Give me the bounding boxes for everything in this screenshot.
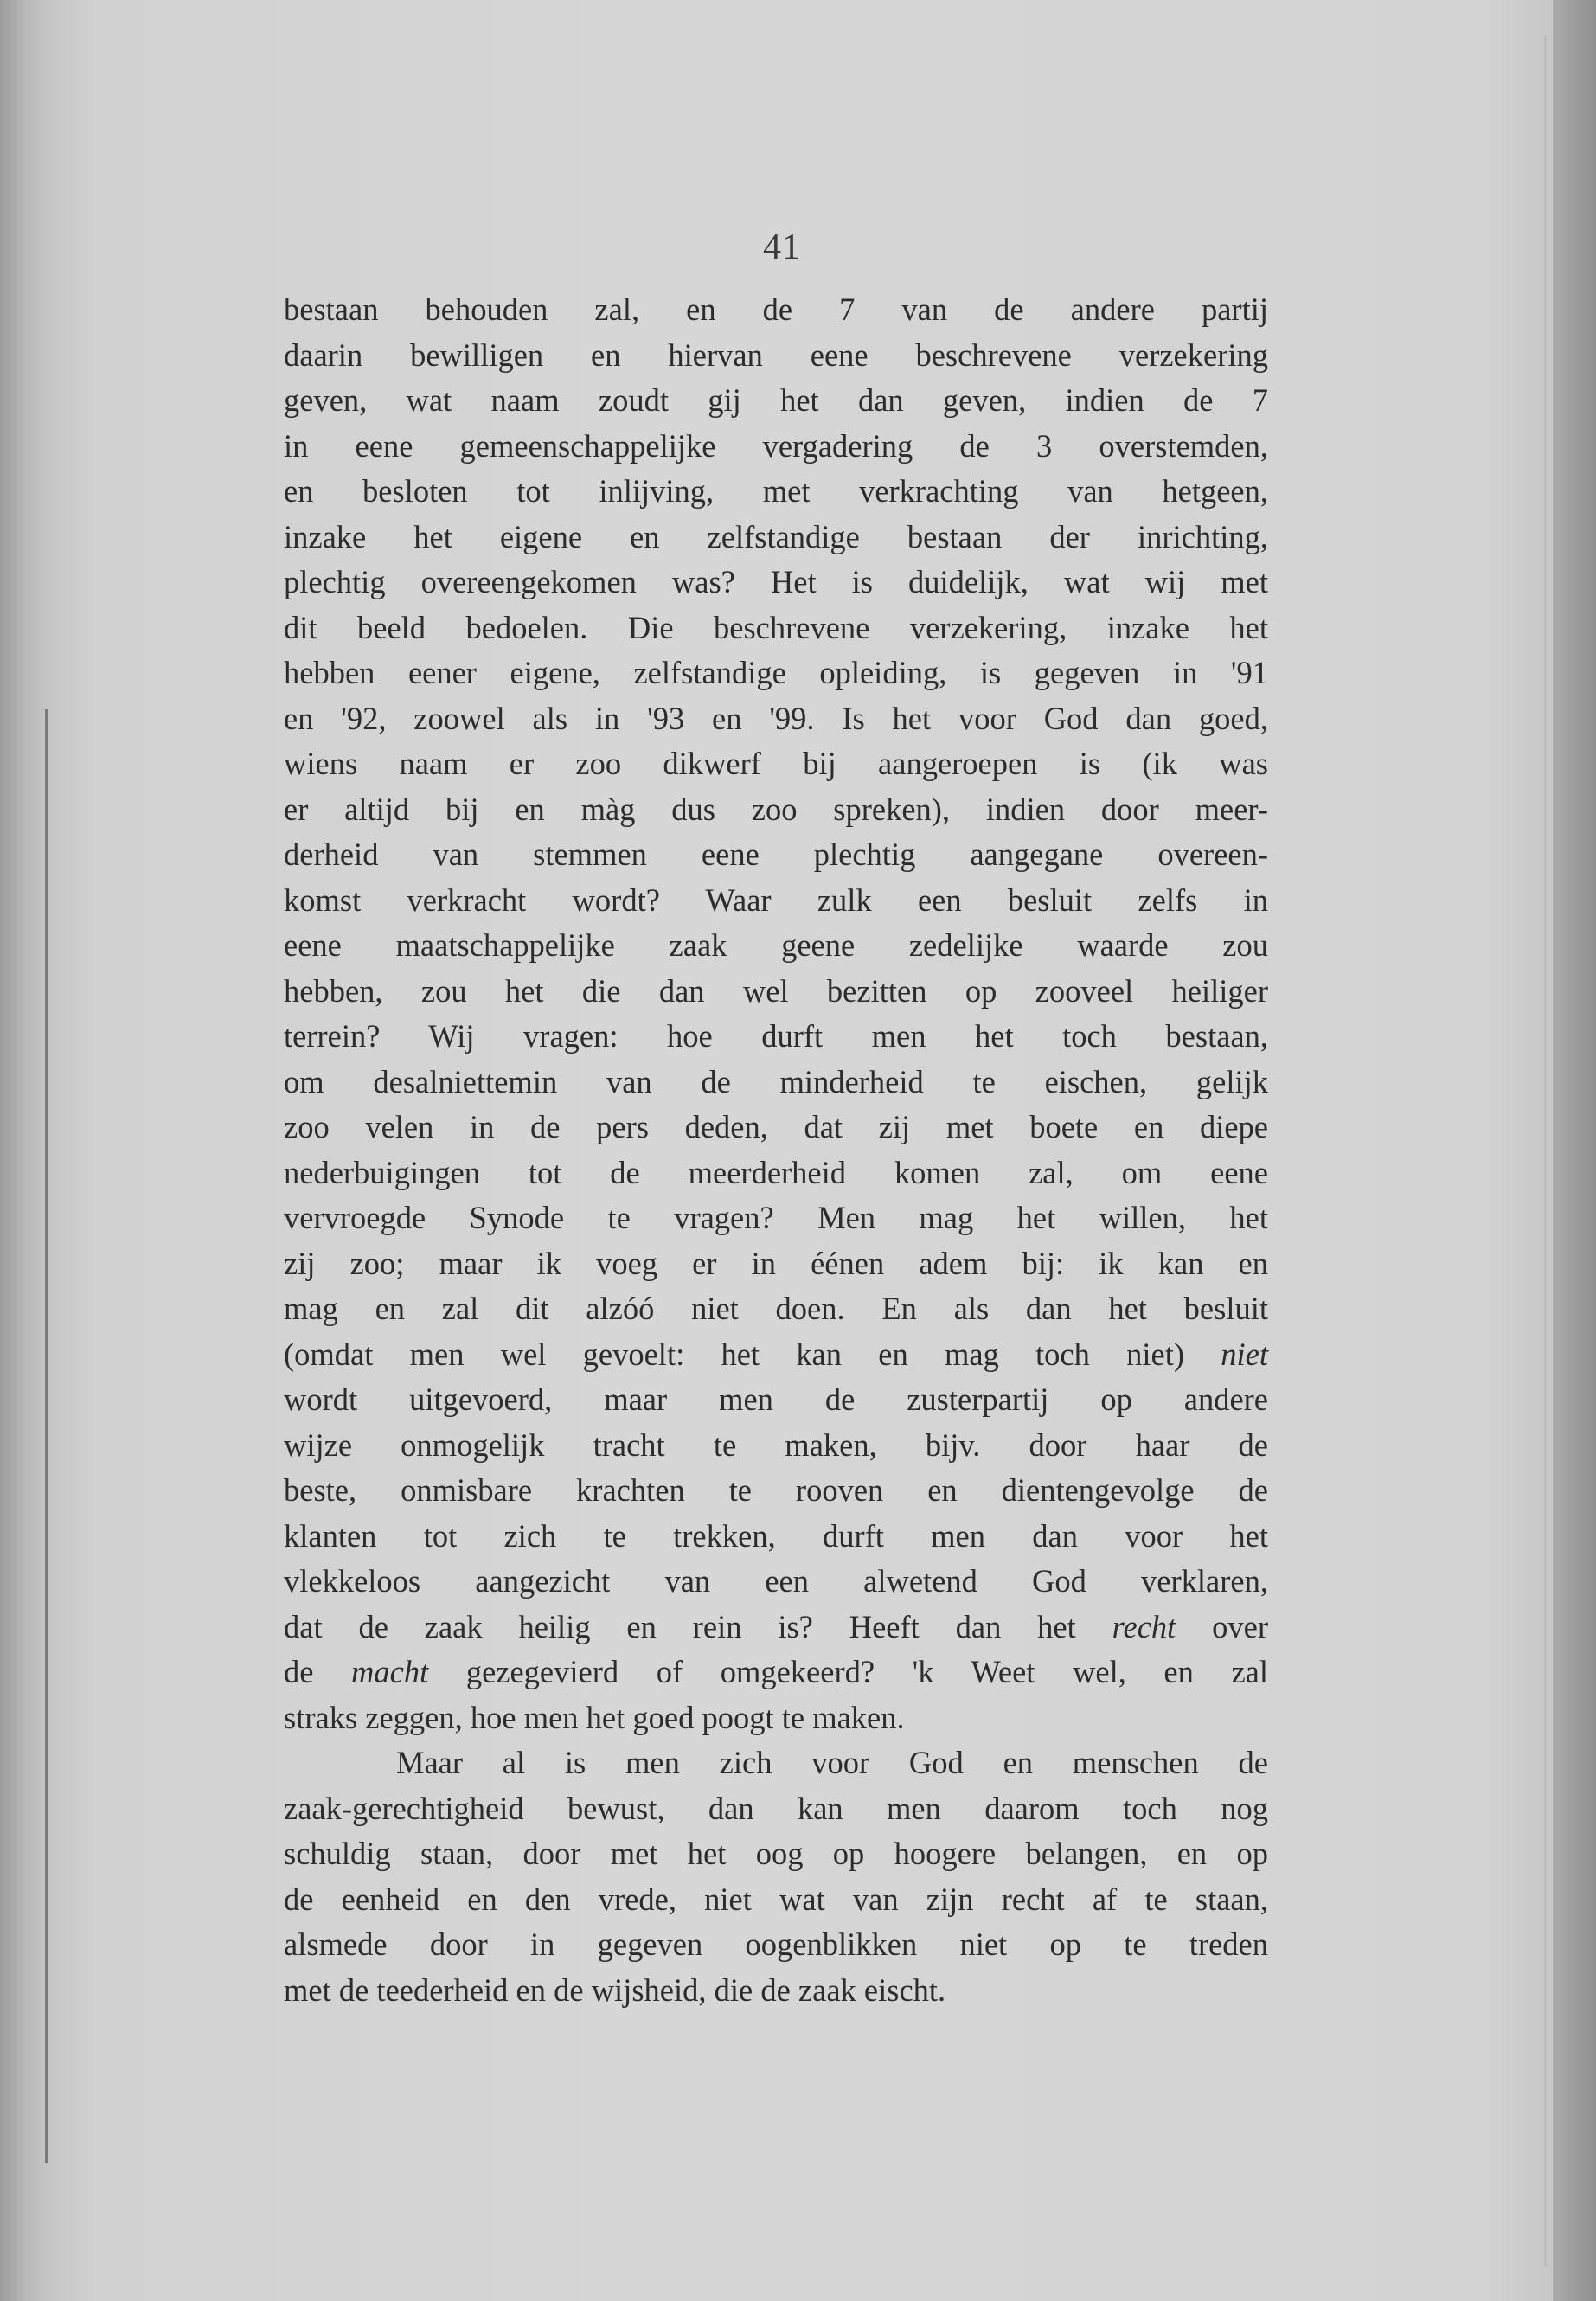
- text-line: hebben eener eigene, zelfstandige opleiding, is gegeven in '91: [284, 655, 1268, 690]
- italic-word: recht: [1112, 1608, 1176, 1644]
- page-edge-shadow: [45, 709, 48, 2163]
- paragraph-end-line: straks zeggen, hoe men het goed poogt te maken.: [284, 1699, 905, 1735]
- text-line: inzake het eigene en zelfstandige bestaan der inrichting,: [284, 518, 1268, 554]
- italic-word: macht: [351, 1654, 429, 1689]
- text-line: om desalniettemin van de minderheid te eischen, gelijk: [284, 1063, 1268, 1099]
- text-line-with-italic: [284, 1332, 1268, 1378]
- text-line: de eenheid en den vrede, niet wat van zijn recht af te staan,: [284, 1881, 1268, 1917]
- text-line: eene maatschappelijke zaak geene zedelijke waarde zou: [284, 927, 1268, 963]
- text-line: bestaan behouden zal, en de 7 van de andere partij: [284, 292, 1268, 327]
- text-line: nederbuigingen tot de meerderheid komen zal, om eene: [284, 1154, 1268, 1190]
- text-line: in eene gemeenschappelijke vergadering de 3 overstemden,: [284, 427, 1268, 464]
- text-line: daarin bewilligen en hiervan eene beschrevene verzekering: [284, 336, 1268, 373]
- body-text: [284, 287, 1268, 2013]
- text-line: dit beeld bedoelen. Die beschrevene verzekering, inzake het: [284, 609, 1268, 645]
- text-segment: de: [284, 1654, 352, 1689]
- text-line: zij zoo; maar ik voeg er in éénen adem bij: ik kan en: [284, 1245, 1268, 1281]
- text-line: alsmede door in gegeven oogenblikken niet op te treden: [284, 1926, 1268, 1962]
- text-line-with-italic: [284, 1605, 1268, 1650]
- text-segment: gezegevierd of omgekeerd? 'k Weet wel, en zal: [428, 1654, 1269, 1689]
- text-line: plechtig overeengekomen was? Het is duidelijk, wat wij met: [284, 564, 1268, 599]
- text-line: mag en zal dit alzóó niet doen. En als dan het besluit: [284, 1291, 1268, 1326]
- text-line: en besloten tot inlijving, met verkrachting van hetgeen,: [284, 473, 1268, 509]
- text-line: zoo velen in de pers deden, dat zij met boete en diepe: [284, 1109, 1268, 1144]
- text-segment: dat de zaak heilig en rein is? Heeft dan het: [284, 1608, 1112, 1644]
- text-segment: (omdat men wel gevoelt: het kan en mag toch niet): [284, 1336, 1221, 1372]
- text-line: derheid van stemmen eene plechtig aangegane overeen-: [284, 836, 1268, 872]
- italic-word: niet: [1221, 1336, 1268, 1372]
- text-line: klanten tot zich te trekken, durft men dan voor het: [284, 1517, 1268, 1554]
- text-line: er altijd bij en màg dus zoo spreken), indien door meer-: [284, 791, 1268, 827]
- text-line: terrein? Wij vragen: hoe durft men het toch bestaan,: [284, 1018, 1268, 1054]
- text-line: geven, wat naam zoudt gij het dan geven, indien de 7: [284, 382, 1268, 418]
- text-line-with-italic: [284, 1650, 1268, 1695]
- text-line: en '92, zoowel als in '93 en '99. Is het voor God dan goed,: [284, 700, 1268, 736]
- page-edge-line: [1544, 35, 1547, 2266]
- page-number: 41: [763, 228, 801, 267]
- text-line: wiens naam er zoo dikwerf bij aangeroepen is (ik was: [284, 746, 1268, 781]
- paragraph-end-line: met de teederheid en de wijsheid, die de zaak eischt.: [284, 1971, 946, 2008]
- paragraph-start-line: Maar al is men zich voor God en menschen de: [396, 1745, 1268, 1780]
- text-line: schuldig staan, door met het oog op hoogere belangen, en op: [284, 1836, 1268, 1871]
- text-line: vervroegde Synode te vragen? Men mag het willen, het: [284, 1200, 1268, 1235]
- text-line: wordt uitgevoerd, maar men de zusterpartij op andere: [284, 1381, 1268, 1417]
- text-segment: over: [1176, 1608, 1269, 1644]
- text-line: beste, onmisbare krachten te rooven en dientengevolge de: [284, 1472, 1268, 1508]
- text-line: komst verkracht wordt? Waar zulk een besluit zelfs in: [284, 881, 1268, 918]
- text-line: zaak-gerechtigheid bewust, dan kan men daarom toch nog: [284, 1790, 1268, 1826]
- text-line: vlekkeloos aangezicht van een alwetend God verklaren,: [284, 1563, 1268, 1599]
- text-line: hebben, zou het die dan wel bezitten op zooveel heiliger: [284, 972, 1268, 1009]
- text-line: wijze onmogelijk tracht te maken, bijv. door haar de: [284, 1426, 1268, 1463]
